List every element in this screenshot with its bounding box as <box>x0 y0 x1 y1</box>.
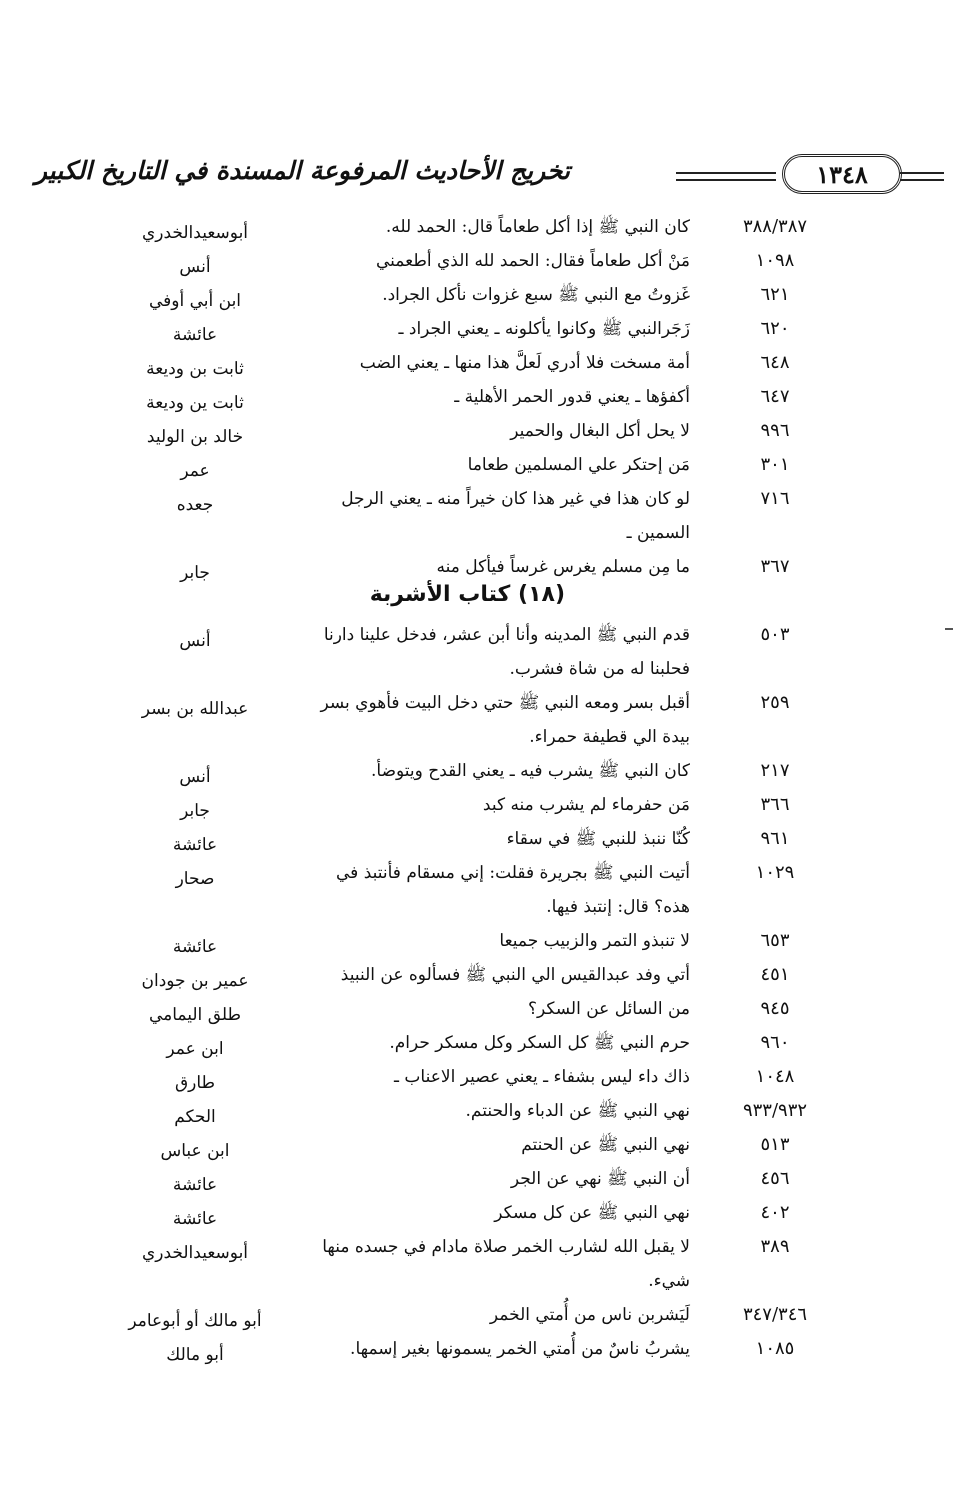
table-row <box>110 244 830 278</box>
table-row <box>110 1196 830 1230</box>
hadith-number: ٣٦٧ <box>760 556 790 577</box>
narrator-name: جعده <box>176 495 214 515</box>
table-row <box>110 448 830 482</box>
narrator-name: ابن عمر <box>166 1039 224 1059</box>
hadith-text: من السائل عن السكر؟ <box>527 999 690 1019</box>
table-row <box>110 1332 830 1366</box>
hadith-text: زَجَرالنبي ﷺ وكانوا يأكلونه ـ يعني الجراد ـ <box>398 319 690 339</box>
running-title: تخريج الأحاديث المرفوعة المسندة في التاريخ الكبير <box>34 156 570 185</box>
narrator-name: عائشة <box>172 1175 218 1195</box>
hadith-number: ٦٢٠ <box>760 318 790 339</box>
narrator-name: ثابت بن وديعة <box>146 359 244 379</box>
narrator-name: أنس <box>179 631 211 651</box>
hadith-number: ٣٨٩ <box>760 1236 790 1257</box>
narrator-name: جابر <box>180 801 210 821</box>
hadith-number: ٦٥٣ <box>760 930 790 951</box>
hadith-text: أكفؤها ـ يعني قدور الحمر الأهلية ـ <box>454 387 690 407</box>
table-row <box>110 210 830 244</box>
narrator-name: الحكم <box>174 1107 216 1127</box>
hadith-number: ٢٥٩ <box>760 692 790 713</box>
hadith-text: حرم النبي ﷺ كل السكر وكل مسكر حرام. <box>389 1033 690 1053</box>
section-title-text: (١٨) كتاب الأشربة <box>369 582 565 607</box>
hadith-text: لا تنبذو التمر والزبيب جميعا <box>499 931 690 951</box>
narrator-name: ثابت ين وديعة <box>146 393 244 413</box>
hadith-number: ٣٠١ <box>760 454 790 475</box>
table-row <box>110 1128 830 1162</box>
hadith-number: ٤٠٢ <box>760 1202 790 1223</box>
hadith-number: ٣٤٧/٣٤٦ <box>742 1304 808 1325</box>
hadith-text: نهي النبي ﷺ عن الحنتم <box>521 1135 690 1155</box>
narrator-name: عمر <box>180 461 210 481</box>
hadith-number: ٩٩٦ <box>760 420 790 441</box>
hadith-number: ١٠٢٩ <box>755 862 795 883</box>
narrator-name: ابن أبي أوفي <box>148 291 242 311</box>
margin-mark <box>945 628 953 630</box>
table-row <box>110 618 830 686</box>
table-row <box>110 822 830 856</box>
narrator-name: أبو مالك أو أبوعامر <box>128 1311 262 1331</box>
table-row <box>110 856 830 924</box>
hadith-number: ٦٤٧ <box>760 386 790 407</box>
hadith-text: ذاك داء ليس بشفاء ـ يعني عصير الاعناب ـ <box>394 1067 690 1087</box>
hadith-text: لا يحل أكل البغال والحمير <box>510 421 690 441</box>
table-row <box>110 1162 830 1196</box>
hadith-text: نهي النبي ﷺ عن الدباء والحنتم. <box>465 1101 690 1121</box>
hadith-text: أمة مسخت فلا أدري لَعلَّ هذا منها ـ يعني الضب <box>359 353 690 373</box>
hadith-text: أتي وفد عبدالقيس الي النبي ﷺ فسألوه عن النبيذ <box>340 965 690 985</box>
table-row <box>110 414 830 448</box>
hadith-text: أن النبي ﷺ نهي عن الجر <box>510 1169 690 1189</box>
hadith-number: ٩٦٠ <box>760 1032 790 1053</box>
hadith-text: كُنّا ننبذ للنبي ﷺ في سقاء <box>506 829 690 849</box>
narrator-name: عائشة <box>172 325 218 345</box>
page-header <box>34 152 868 198</box>
hadith-number: ٩٣٣/٩٣٢ <box>742 1100 808 1121</box>
hadith-index-table <box>110 210 830 1366</box>
narrator-name: عمير بن جودان <box>141 971 249 991</box>
hadith-number: ٦٢١ <box>760 284 790 305</box>
table-row <box>110 1230 830 1298</box>
table-row <box>110 788 830 822</box>
table-row <box>110 992 830 1026</box>
narrator-name: جابر <box>180 563 210 583</box>
narrator-name: عائشة <box>172 1209 218 1229</box>
hadith-number: ٣٦٦ <box>760 794 790 815</box>
header-rule <box>900 172 944 174</box>
hadith-number: ١٠٩٨ <box>755 250 795 271</box>
table-row <box>110 754 830 788</box>
narrator-name: أبو مالك <box>166 1345 224 1365</box>
narrator-name: صحار <box>175 869 215 889</box>
table-row <box>110 686 830 754</box>
hadith-text: يشربُ ناسٌ من أُمتي الخمر يسمونها بغير إسمها. <box>350 1339 690 1359</box>
narrator-name: عائشة <box>172 835 218 855</box>
hadith-text: أقبل بسر ومعه النبي ﷺ حتي دخل البيت فأهوي بسر بيدة الي قطيفة حمراء. <box>320 693 690 747</box>
narrator-name: أبوسعيدالخدري <box>141 1243 249 1263</box>
hadith-text: قدم النبي ﷺ المدينه وأنا أبن عشر، فدخل علينا دارنا فحلبنا له من شاة فشرب. <box>323 625 690 679</box>
rows-part-2 <box>110 618 830 1366</box>
hadith-text: لو كان هذا في غير هذا كان خيراً منه ـ يعني الرجل السمين ـ <box>341 489 690 543</box>
table-row <box>110 1094 830 1128</box>
hadith-number: ٤٥١ <box>760 964 790 985</box>
narrator-name: طارق <box>174 1073 216 1093</box>
hadith-number: ٩٦١ <box>760 828 790 849</box>
narrator-name: خالد بن الوليد <box>146 427 244 447</box>
hadith-number: ٥١٣ <box>760 1134 790 1155</box>
table-row <box>110 958 830 992</box>
header-rule <box>900 179 944 181</box>
narrator-name: عبدالله بن بسر <box>141 699 249 719</box>
table-row <box>110 482 830 550</box>
section-title <box>110 584 830 618</box>
hadith-text: كان النبي ﷺ يشرب فيه ـ يعني القدح ويتوضأ. <box>371 761 690 781</box>
hadith-text: نهي النبي ﷺ عن كل مسكر <box>494 1203 690 1223</box>
hadith-number: ٣٨٨/٣٨٧ <box>742 216 808 237</box>
narrator-name: أنس <box>179 767 211 787</box>
table-row <box>110 278 830 312</box>
hadith-number: ٢١٧ <box>760 760 790 781</box>
table-row <box>110 346 830 380</box>
hadith-number: ٩٤٥ <box>760 998 790 1019</box>
hadith-text: لَيَشربن ناس من أُمتي الخمر <box>489 1305 690 1325</box>
narrator-name: أبوسعيدالخدري <box>141 223 249 243</box>
header-rule <box>676 179 776 181</box>
hadith-number: ١٠٨٥ <box>755 1338 795 1359</box>
table-row <box>110 1026 830 1060</box>
hadith-text: ما مِن مسلم يغرس غرساً فيأكل منه <box>436 557 690 577</box>
hadith-text: مَن إحتكر علي المسلمين طعاما <box>467 455 690 475</box>
hadith-text: مَنْ أكل طعاماً فقال: الحمد لله الذي أطعمني <box>375 251 690 271</box>
table-row <box>110 924 830 958</box>
header-rule <box>676 172 776 174</box>
table-row <box>110 1298 830 1332</box>
narrator-name: ابن عباس <box>160 1141 230 1161</box>
table-row <box>110 312 830 346</box>
hadith-text: مَن حفرماء لم يشرب منه كبد <box>482 795 690 815</box>
hadith-number: ٦٤٨ <box>760 352 790 373</box>
hadith-number: ٧١٦ <box>760 488 790 509</box>
hadith-text: غَزوتُ مع النبي ﷺ سبع غزوات نأكل الجراد. <box>382 285 690 305</box>
narrator-name: طلق اليمامي <box>148 1005 242 1025</box>
table-row <box>110 1060 830 1094</box>
hadith-text: كان النبي ﷺ إذا أكل طعاماً قال: الحمد لله. <box>385 217 690 237</box>
hadith-text: أتيت النبي ﷺ بجريرة فقلت: إني مسقام فأنتبذ في هذه؟ قال: إنتبذ فيها. <box>336 863 690 917</box>
rows-part-1 <box>110 210 830 584</box>
narrator-name: عائشة <box>172 937 218 957</box>
narrator-name: أنس <box>179 257 211 277</box>
hadith-number: ٤٥٦ <box>760 1168 790 1189</box>
hadith-number: ١٠٤٨ <box>755 1066 795 1087</box>
table-row <box>110 380 830 414</box>
table-row <box>110 550 830 584</box>
hadith-number: ٥٠٣ <box>760 624 790 645</box>
page-number-badge: ١٣٤٨ <box>782 154 902 194</box>
hadith-text: لا يقبل الله لشارب الخمر صلاة مادام في جسده منها شيء. <box>322 1237 690 1291</box>
